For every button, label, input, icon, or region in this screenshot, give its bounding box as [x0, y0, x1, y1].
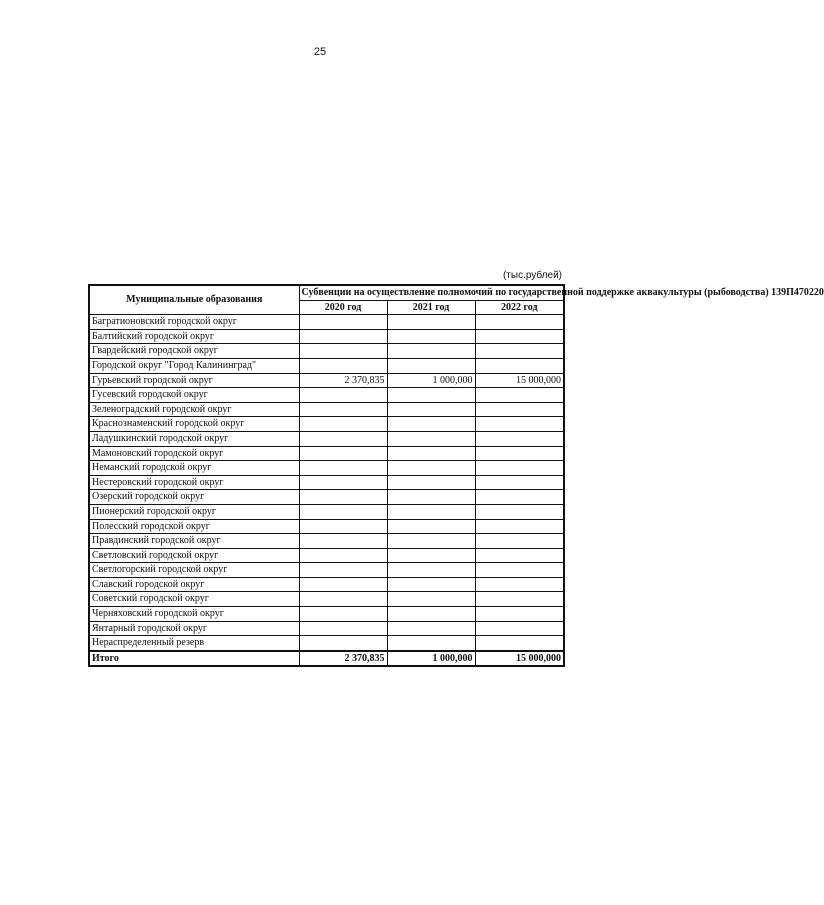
- municipality-name: Светлогорский городской округ: [89, 563, 299, 578]
- value-cell-2020: [299, 636, 387, 651]
- municipality-name: Зеленоградский городской округ: [89, 402, 299, 417]
- value-cell-2021: [387, 534, 475, 549]
- table-row: [89, 475, 564, 490]
- value-cell-2020: [299, 607, 387, 622]
- value-cell-2020: [299, 548, 387, 563]
- table-row: [89, 519, 564, 534]
- municipality-name: Гвардейский городской округ: [89, 344, 299, 359]
- page-number: 25: [313, 46, 327, 58]
- value-cell-2021: [387, 504, 475, 519]
- value-cell-2020: [299, 534, 387, 549]
- municipality-name: Багратионовский городской округ: [89, 315, 299, 330]
- municipality-name: Светловский городской округ: [89, 548, 299, 563]
- value-cell-2020: [299, 519, 387, 534]
- municipality-name: Ладушкинский городской округ: [89, 431, 299, 446]
- value-cell-2022: [475, 344, 564, 359]
- total-label: Итого: [89, 651, 299, 667]
- value-cell-2020: [299, 577, 387, 592]
- value-cell-2021: 1 000,000: [387, 373, 475, 388]
- table-row: [89, 446, 564, 461]
- value-cell-2020: [299, 446, 387, 461]
- municipality-name: Нераспределенный резерв: [89, 636, 299, 651]
- value-cell-2020: [299, 490, 387, 505]
- table-row: [89, 373, 564, 388]
- value-cell-2022: [475, 636, 564, 651]
- value-cell-2022: [475, 592, 564, 607]
- value-cell-2022: 15 000,000: [475, 651, 564, 667]
- header-year-2021: 2021 год: [387, 300, 475, 315]
- value-cell-2020: [299, 475, 387, 490]
- units-label: (тыс.рублей): [502, 270, 562, 281]
- table-row: [89, 388, 564, 403]
- value-cell-2022: [475, 329, 564, 344]
- table-row: [89, 344, 564, 359]
- value-cell-2020: [299, 592, 387, 607]
- value-cell-2021: [387, 402, 475, 417]
- table-row: [89, 329, 564, 344]
- municipality-name: Городской округ "Город Калининград": [89, 358, 299, 373]
- value-cell-2022: [475, 402, 564, 417]
- subvention-table: [88, 284, 824, 667]
- value-cell-2022: [475, 519, 564, 534]
- table-row: [89, 636, 564, 651]
- municipality-name: Пионерский городской округ: [89, 504, 299, 519]
- value-cell-2021: 1 000,000: [387, 651, 475, 667]
- header-subvention: Субвенции на осуществление полномочий по государственной поддержке аквакультуры (рыбоводства) 139П470220: [299, 285, 564, 300]
- table-row: [89, 431, 564, 446]
- value-cell-2020: [299, 388, 387, 403]
- value-cell-2022: [475, 417, 564, 432]
- table-row: [89, 504, 564, 519]
- table-row: [89, 534, 564, 549]
- header-municipality: Муниципальные образования: [89, 285, 299, 315]
- total-row: [89, 651, 564, 667]
- value-cell-2021: [387, 315, 475, 330]
- value-cell-2021: [387, 621, 475, 636]
- table-row: [89, 563, 564, 578]
- value-cell-2021: [387, 431, 475, 446]
- value-cell-2020: [299, 563, 387, 578]
- value-cell-2021: [387, 519, 475, 534]
- value-cell-2021: [387, 329, 475, 344]
- value-cell-2022: [475, 461, 564, 476]
- value-cell-2021: [387, 592, 475, 607]
- municipality-name: Гурьевский городской округ: [89, 373, 299, 388]
- municipality-name: Озерский городской округ: [89, 490, 299, 505]
- table-body: [89, 315, 564, 667]
- header-year-2022: 2022 год: [475, 300, 564, 315]
- value-cell-2020: [299, 431, 387, 446]
- value-cell-2021: [387, 417, 475, 432]
- table-row: [89, 607, 564, 622]
- table-row: [89, 315, 564, 330]
- value-cell-2022: [475, 621, 564, 636]
- municipality-name: Славский городской округ: [89, 577, 299, 592]
- table-row: [89, 417, 564, 432]
- municipality-name: Советский городской округ: [89, 592, 299, 607]
- value-cell-2021: [387, 358, 475, 373]
- value-cell-2022: [475, 446, 564, 461]
- value-cell-2021: [387, 461, 475, 476]
- table-row: [89, 592, 564, 607]
- value-cell-2020: [299, 621, 387, 636]
- value-cell-2022: [475, 431, 564, 446]
- municipality-name: Янтарный городской округ: [89, 621, 299, 636]
- municipality-name: Нестеровский городской округ: [89, 475, 299, 490]
- header-year-2020: 2020 год: [299, 300, 387, 315]
- value-cell-2020: [299, 461, 387, 476]
- value-cell-2020: 2 370,835: [299, 373, 387, 388]
- value-cell-2022: [475, 475, 564, 490]
- value-cell-2020: [299, 329, 387, 344]
- value-cell-2020: [299, 504, 387, 519]
- table-row: [89, 358, 564, 373]
- value-cell-2022: [475, 358, 564, 373]
- municipality-name: Балтийский городской округ: [89, 329, 299, 344]
- municipality-name: Полесский городской округ: [89, 519, 299, 534]
- table-row: [89, 621, 564, 636]
- value-cell-2021: [387, 490, 475, 505]
- value-cell-2021: [387, 475, 475, 490]
- value-cell-2020: [299, 417, 387, 432]
- value-cell-2022: 15 000,000: [475, 373, 564, 388]
- value-cell-2021: [387, 446, 475, 461]
- value-cell-2022: [475, 534, 564, 549]
- value-cell-2022: [475, 548, 564, 563]
- value-cell-2020: 2 370,835: [299, 651, 387, 667]
- value-cell-2021: [387, 607, 475, 622]
- table-row: [89, 461, 564, 476]
- value-cell-2022: [475, 607, 564, 622]
- value-cell-2021: [387, 577, 475, 592]
- value-cell-2021: [387, 388, 475, 403]
- value-cell-2022: [475, 315, 564, 330]
- municipality-name: Неманский городской округ: [89, 461, 299, 476]
- municipality-name: Черняховский городской округ: [89, 607, 299, 622]
- value-cell-2021: [387, 636, 475, 651]
- value-cell-2020: [299, 402, 387, 417]
- value-cell-2021: [387, 563, 475, 578]
- value-cell-2022: [475, 388, 564, 403]
- table-row: [89, 402, 564, 417]
- value-cell-2022: [475, 563, 564, 578]
- municipality-name: Краснознаменский городской округ: [89, 417, 299, 432]
- value-cell-2020: [299, 344, 387, 359]
- municipality-name: Мамоновский городской округ: [89, 446, 299, 461]
- value-cell-2022: [475, 504, 564, 519]
- value-cell-2021: [387, 344, 475, 359]
- table-row: [89, 490, 564, 505]
- value-cell-2020: [299, 315, 387, 330]
- value-cell-2022: [475, 577, 564, 592]
- municipality-name: Правдинский городской округ: [89, 534, 299, 549]
- table-row: [89, 577, 564, 592]
- table-row: [89, 548, 564, 563]
- municipality-name: Гусевский городской округ: [89, 388, 299, 403]
- value-cell-2022: [475, 490, 564, 505]
- value-cell-2020: [299, 358, 387, 373]
- value-cell-2021: [387, 548, 475, 563]
